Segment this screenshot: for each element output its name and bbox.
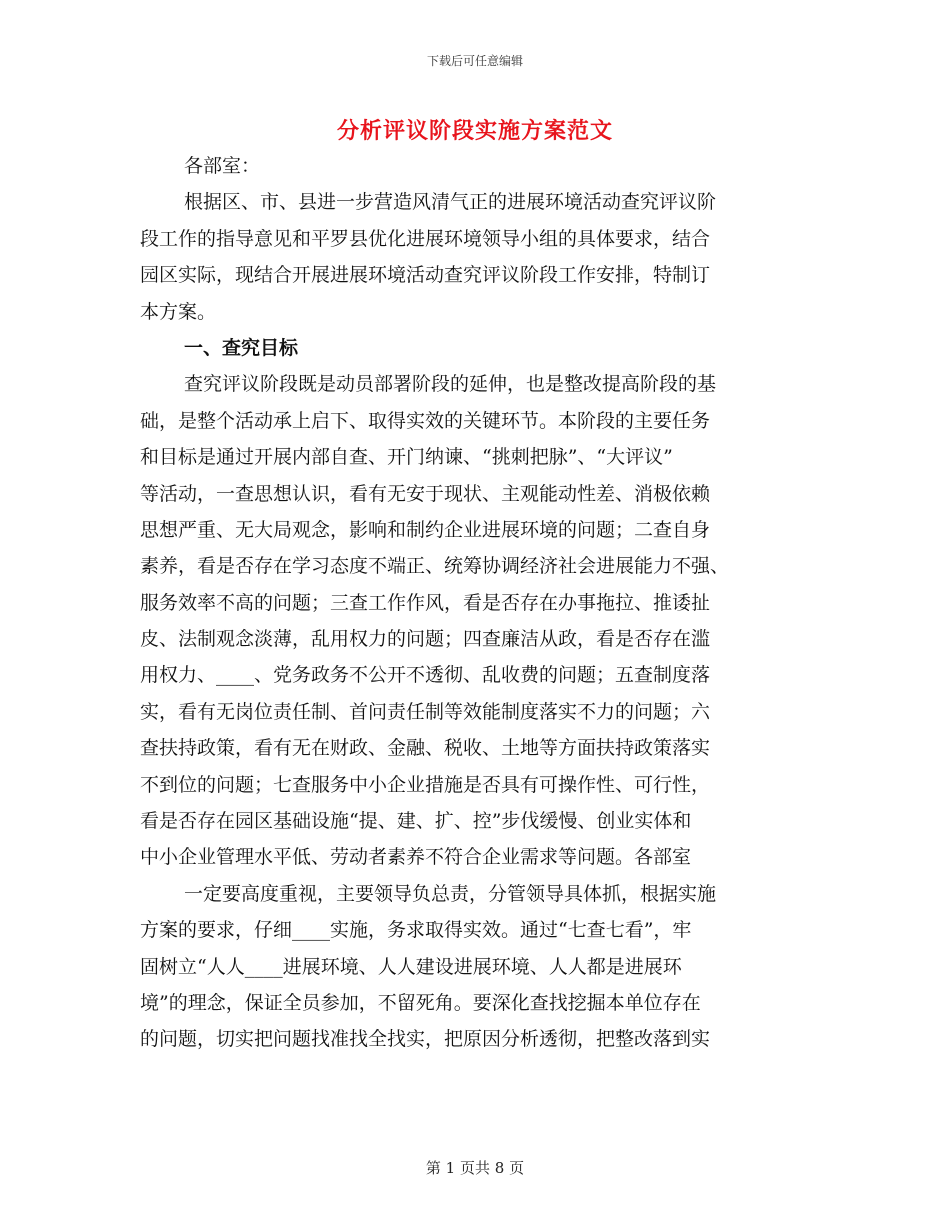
paragraph-line: 等活动，一查思想认识，看有无安于现状、主观能动性差、消极依赖 xyxy=(140,482,711,505)
salutation-line: 各部室： xyxy=(184,155,261,177)
paragraph-line: 的问题，切实把问题找准找全找实，把原因分析透彻，把整改落到实 xyxy=(140,1028,711,1051)
paragraph-line: 境”的理念，保证全员参加，不留死角。要深化查找挖掘本单位存在 xyxy=(140,991,701,1014)
paragraph-line: 看是否存在园区基础设施“提、建、扩、控”步伐缓慢、创业实体和 xyxy=(140,810,692,833)
paragraph-line: 用权力、____、党务政务不公开不透彻、乱收费的问题；五查制度落 xyxy=(140,664,711,687)
paragraph-line: 园区实际，现结合开展进展环境活动查究评议阶段工作安排，特制订 xyxy=(140,264,711,287)
paragraph-line: 一定要高度重视，主要领导负总责，分管领导具体抓，根据实施 xyxy=(184,882,717,905)
paragraph-line: 查究评议阶段既是动员部署阶段的延伸，也是整改提高阶段的基 xyxy=(184,373,717,396)
paragraph-line: 实，看有无岗位责任制、首问责任制等效能制度落实不力的问题；六 xyxy=(140,700,711,723)
page-number: 第 1 页共 8 页 xyxy=(425,1159,525,1177)
page-header-note: 下载后可任意编辑 xyxy=(426,54,523,68)
paragraph-line: 素养，看是否存在学习态度不端正、统筹协调经济社会进展能力不强、 xyxy=(140,555,730,578)
paragraph-line: 皮、法制观念淡薄，乱用权力的问题；四查廉洁从政，看是否存在滥 xyxy=(140,628,711,651)
paragraph-line: 服务效率不高的问题；三查工作作风，看是否存在办事拖拉、推诿扯 xyxy=(140,591,711,614)
paragraph-line: 础，是整个活动承上启下、取得实效的关键环节。本阶段的主要任务 xyxy=(140,409,711,432)
paragraph-line: 查扶持政策，看有无在财政、金融、税收、土地等方面扶持政策落实 xyxy=(140,737,711,760)
paragraph-line: 中小企业管理水平低、劳动者素养不符合企业需求等问题。各部室 xyxy=(140,846,692,869)
paragraph-line: 段工作的指导意见和平罗县优化进展环境领导小组的具体要求，结合 xyxy=(140,227,711,250)
paragraph-line: 不到位的问题；七查服务中小企业措施是否具有可操作性、可行性， xyxy=(140,773,711,796)
document-body xyxy=(140,148,800,1058)
paragraph-line: 方案的要求，仔细____实施，务求取得实效。通过“七查七看”，牢 xyxy=(140,919,692,942)
paragraph-line: 根据区、市、县进一步营造风清气正的进展环境活动查究评议阶 xyxy=(184,191,717,214)
paragraph-line: 思想严重、无大局观念，影响和制约企业进展环境的问题；二查自身 xyxy=(140,518,711,541)
document-title: 分析评议阶段实施方案范文 xyxy=(336,118,613,144)
section-heading: 一、查究目标 xyxy=(184,336,299,359)
paragraph-line: 本方案。 xyxy=(140,300,217,323)
paragraph-line: 和目标是通过开展内部自查、开门纳谏、“挑刺把脉”、“大评议” xyxy=(140,446,673,469)
paragraph-line: 固树立“人人____进展环境、人人建设进展环境、人人都是进展环 xyxy=(140,955,682,978)
